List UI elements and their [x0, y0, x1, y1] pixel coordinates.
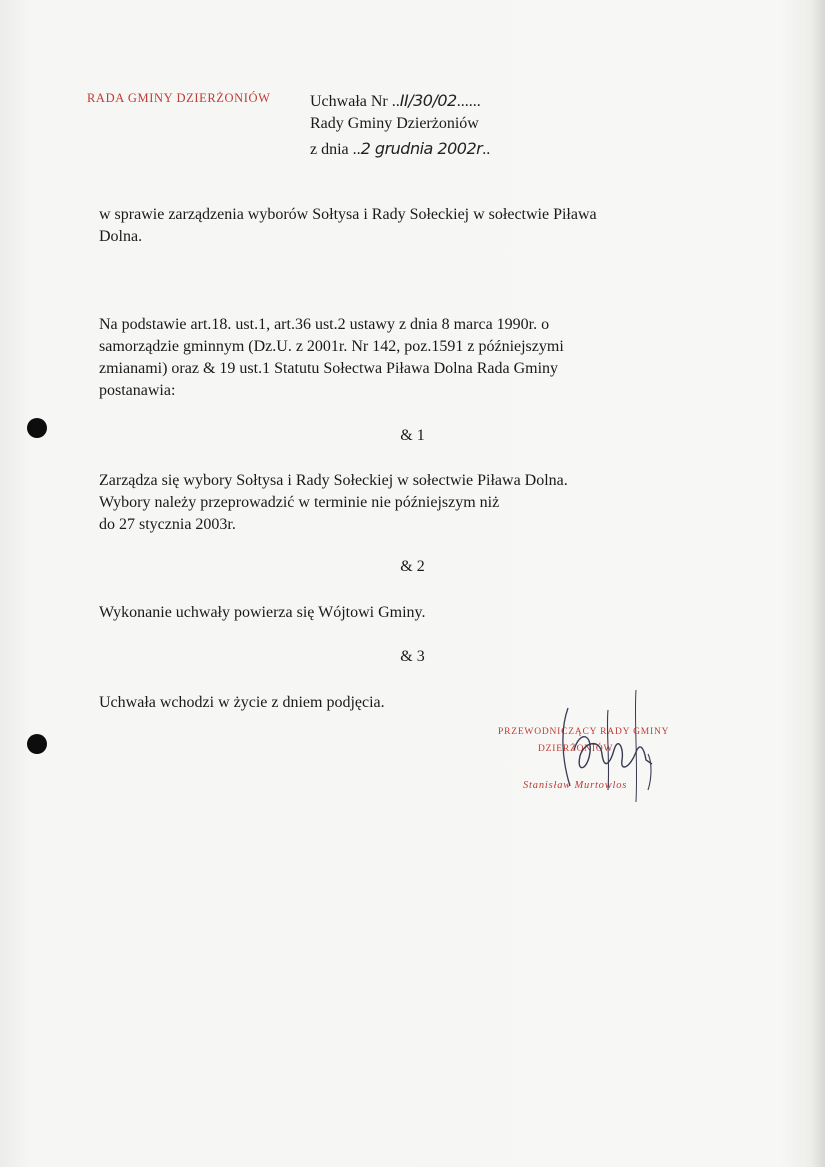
section-text: Wykonanie uchwały powierza się Wójtowi Gminy.	[99, 604, 426, 621]
resolution-date-line	[310, 139, 490, 159]
resolution-subject: w sprawie zarządzenia wyborów Sołtysa i Rady Sołeckiej w sołectwie Piława Dolna.	[99, 206, 597, 245]
resolution-number-line	[310, 91, 481, 111]
scan-edge-shadow	[811, 0, 825, 1167]
resolution-number-handwritten: II/30/02	[399, 91, 457, 110]
resolution-date-suffix: ..	[482, 141, 491, 158]
signature-stamp-name: Stanisław Murtowlos	[523, 780, 628, 791]
punch-hole	[27, 734, 47, 754]
council-header-stamp: RADA GMINY DZIERŻONIÓW	[87, 91, 271, 105]
section-text: Uchwała wchodzi w życie z dniem podjęcia.	[99, 694, 385, 711]
section-label: & 2	[400, 558, 425, 575]
section-label: & 1	[400, 427, 425, 444]
resolution-date-handwritten: 2 grudnia 2002r	[360, 139, 483, 158]
handwritten-signature	[540, 690, 680, 810]
resolution-council: Rady Gminy Dzierżoniów	[310, 115, 479, 132]
section-label: & 3	[400, 648, 425, 665]
legal-basis: Na podstawie art.18. ust.1, art.36 ust.2 ustawy z dnia 8 marca 1990r. o samorządzie gminnym (Dz.U. z 2001r. Nr 142, poz.1591 z późniejszymi zmianami) oraz & 19 ust.1 Statutu Sołectwa Piława Dolna Rada Gminy postanawia:	[99, 316, 564, 399]
signature-stamp-place: DZIERŻONIÓW	[538, 744, 614, 754]
resolution-date-prefix: z dnia ..	[310, 141, 361, 158]
section-text: Zarządza się wybory Sołtysa i Rady Sołeckiej w sołectwie Piława Dolna. Wybory należy przeprowadzić w terminie nie późniejszym niż do 27 stycznia 2003r.	[99, 472, 568, 533]
signature-stamp-title: PRZEWODNICZĄCY RADY GMINY	[498, 727, 670, 737]
resolution-number-suffix: ......	[456, 93, 481, 110]
resolution-number-prefix: Uchwała Nr ..	[310, 93, 400, 110]
